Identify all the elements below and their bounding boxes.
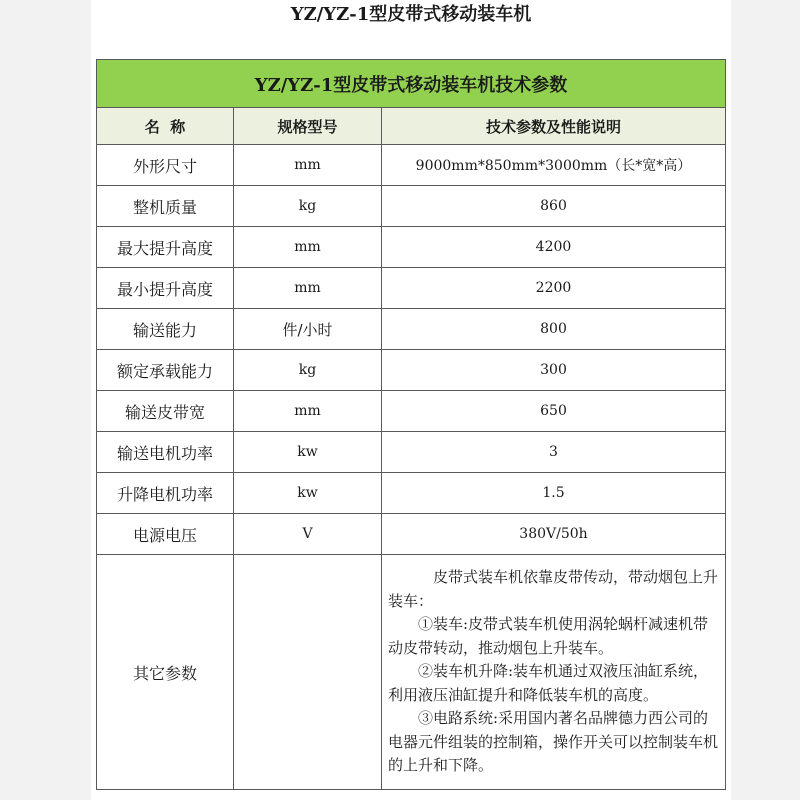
param-name: 最大提升高度 <box>97 227 234 268</box>
header-spec: 技术参数及性能说明 <box>382 108 726 145</box>
param-value: 1.5 <box>382 473 726 514</box>
param-unit: V <box>234 514 382 555</box>
param-value: 3 <box>382 432 726 473</box>
header-name: 名 称 <box>97 108 234 145</box>
document-title: YZ/YZ-1型皮带式移动装车机 <box>290 4 532 25</box>
param-name: 最小提升高度 <box>97 268 234 309</box>
table-caption: YZ/YZ-1型皮带式移动装车机技术参数 <box>97 60 726 108</box>
param-name: 电源电压 <box>97 514 234 555</box>
table-row <box>97 350 726 391</box>
other-description <box>382 555 726 790</box>
param-unit: mm <box>234 391 382 432</box>
param-unit: mm <box>234 227 382 268</box>
param-value: 300 <box>382 350 726 391</box>
table-row <box>97 145 726 186</box>
table-row <box>97 227 726 268</box>
param-value: 860 <box>382 186 726 227</box>
table-row <box>97 309 726 350</box>
header-unit: 规格型号 <box>234 108 382 145</box>
table-row-other <box>97 555 726 790</box>
table-header-row <box>97 108 726 145</box>
param-unit: kw <box>234 432 382 473</box>
param-value: 380V/50h <box>382 514 726 555</box>
table-row <box>97 432 726 473</box>
table-row <box>97 514 726 555</box>
document-page <box>91 0 731 800</box>
param-name: 升降电机功率 <box>97 473 234 514</box>
param-name: 外形尺寸 <box>97 145 234 186</box>
param-name: 输送皮带宽 <box>97 391 234 432</box>
other-text-block <box>382 566 725 778</box>
table-row <box>97 473 726 514</box>
param-value: 4200 <box>382 227 726 268</box>
other-paragraph: ③电路系统:采用国内著名品牌德力西公司的电器元件组装的控制箱，操作开关可以控制装车机的上升和下降。 <box>388 709 719 775</box>
other-unit <box>234 555 382 790</box>
table-row <box>97 186 726 227</box>
param-name: 输送电机功率 <box>97 432 234 473</box>
param-unit: kg <box>234 186 382 227</box>
other-name: 其它参数 <box>97 555 234 790</box>
param-unit: kg <box>234 350 382 391</box>
table-row <box>97 268 726 309</box>
param-name: 整机质量 <box>97 186 234 227</box>
param-unit: mm <box>234 145 382 186</box>
table-row <box>97 391 726 432</box>
other-paragraph: ①装车:皮带式装车机使用涡轮蜗杆减速机带动皮带转动，推动烟包上升装车。 <box>388 615 709 657</box>
spec-table <box>96 59 726 790</box>
other-paragraph: 皮带式装车机依靠皮带传动，带动烟包上升装车： <box>388 568 719 610</box>
param-name: 额定承载能力 <box>97 350 234 391</box>
param-value: 9000mm*850mm*3000mm（长*宽*高） <box>382 145 726 186</box>
param-unit: kw <box>234 473 382 514</box>
param-value: 650 <box>382 391 726 432</box>
param-value: 2200 <box>382 268 726 309</box>
param-name: 输送能力 <box>97 309 234 350</box>
table-caption-row <box>97 60 726 108</box>
param-value: 800 <box>382 309 726 350</box>
param-unit: mm <box>234 268 382 309</box>
param-unit: 件/小时 <box>234 309 382 350</box>
other-paragraph: ②装车机升降:装车机通过双液压油缸系统，利用液压油缸提升和降低装车机的高度。 <box>388 662 709 704</box>
